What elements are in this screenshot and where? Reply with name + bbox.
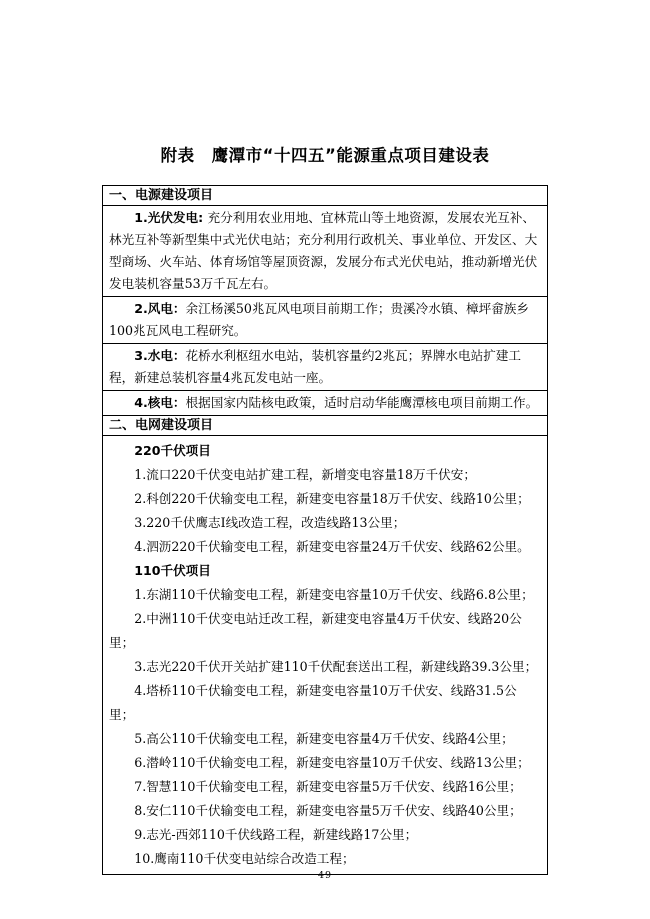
page-number: 49 (317, 870, 333, 881)
list-item-110kv-1: 1.东湖110千伏输变电工程，新建变电容量10万千伏安、线路6.8公里； (134, 587, 534, 602)
list-item-110kv-4: 4.塔桥110千伏输变电工程，新建变电容量10万千伏安、线路31.5公里； (109, 683, 517, 722)
row-nuclear-label: 4.核电： (134, 395, 186, 410)
document-title: 附表 鹰潭市“十四五”能源重点项目建设表 (160, 146, 490, 165)
row-solar-label: 1.光伏发电: (134, 210, 208, 225)
subheader-220kv: 220千伏项目 (134, 443, 211, 458)
list-item-220kv-3: 3.220千伏鹰志Ⅰ线改造工程，改造线路13公里； (134, 515, 406, 530)
table-row-grid-projects (103, 435, 547, 874)
row-nuclear-text: 根据国家内陆核电政策，适时启动华能鹰潭核电项目前期工作。 (185, 395, 539, 410)
row-wind-text: 余江杨溪50兆瓦风电项目前期工作；贵溪冷水镇、樟坪畲族乡100兆瓦风电工程研究。 (109, 301, 529, 338)
list-item-110kv-10: 10.鹰南110千伏变电站综合改造工程； (134, 851, 355, 866)
row-wind-label: 2.风电： (134, 301, 186, 316)
list-item-110kv-3: 3.志光220千伏开关站扩建110千伏配套送出工程，新建线路39.3公里； (134, 659, 538, 674)
list-item-220kv-4: 4.泗沥220千伏输变电工程，新建变电容量24万千伏安、线路62公里。 (134, 539, 530, 554)
section-header-power-source: 一、电源建设项目 (109, 188, 214, 203)
table-row-hydro (103, 343, 547, 390)
list-item-110kv-5: 5.高公110千伏输变电工程，新建变电容量4万千伏安、线路4公里； (134, 731, 514, 746)
list-item-110kv-9: 9.志光-西郊110千伏线路工程，新建线路17公里； (134, 827, 418, 842)
table-row-nuclear (103, 390, 547, 415)
list-item-110kv-7: 7.智慧110千伏输变电工程，新建变电容量5万千伏安、线路16公里； (134, 779, 522, 794)
row-solar-text: 充分利用农业用地、宜林荒山等土地资源，发展农光互补、林光互补等新型集中式光伏电站；充分利用行政机关、事业单位、开发区、大型商场、火车站、体育场馆等屋顶资源，发展分布式光伏电站，推动新增光伏发电装机容量53万千瓦左右。 (109, 210, 538, 291)
section-header-power-grid: 二、电网建设项目 (103, 415, 547, 435)
table-row-wind (103, 296, 547, 343)
list-item-110kv-6: 6.潜岭110千伏输变电工程，新建变电容量10万千伏安、线路13公里； (134, 755, 530, 770)
table-row-solar (103, 205, 547, 296)
list-item-110kv-8: 8.安仁110千伏输变电工程，新建变电容量5万千伏安、线路40公里； (134, 803, 522, 818)
subheader-110kv: 110千伏项目 (134, 563, 211, 578)
row-hydro-text: 花桥水利枢纽水电站，装机容量约2兆瓦；界牌水电站扩建工程，新建总装机容量4兆瓦发电站一座。 (109, 348, 521, 385)
list-item-220kv-2: 2.科创220千伏输变电工程，新建变电容量18万千伏安、线路10公里； (134, 491, 530, 506)
projects-table (102, 185, 548, 875)
list-item-220kv-1: 1.流口220千伏变电站扩建工程，新增变电容量18万千伏安； (134, 467, 476, 482)
row-hydro-label: 3.水电： (134, 348, 186, 363)
list-item-110kv-2: 2.中洲110千伏变电站迁改工程，新建变电容量4万千伏安、线路20公里； (109, 611, 522, 650)
